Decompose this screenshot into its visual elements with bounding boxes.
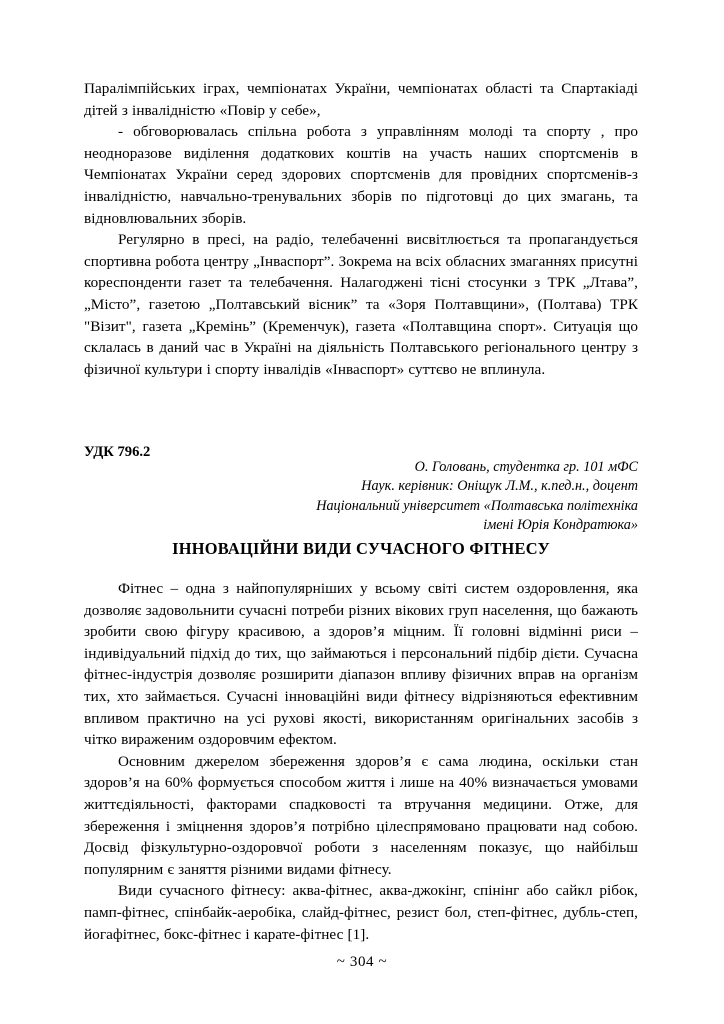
- paragraph: Регулярно в пресі, на радіо, телебаченні висвітлюється та пропагандується спортивна робота центру „Інваспорт”. Зокрема на всіх обласних змаганнях присутні кореспонденти газет та телебачення. Налагоджені тісні стосунки з ТРК „Лтава”, „Місто”, газетою „Полтавський вісник” та «Зоря Полтавщини», (Полтава) ТРК "Візит", газета „Кремінь” (Кременчук), газета «Полтавщина спорт». Ситуація що склалась в даний час в Україні на діяльність Полтавського регіонального центру з фізичної культури і спорту інвалідів «Інваспорт» суттєво не вплинула.: [84, 231, 638, 378]
- article-body: [84, 578, 638, 945]
- paragraph: - обговорювалась спільна робота з управлінням молоді та спорту , про неодноразове виділення додаткових коштів на участь наших спортсменів в Чемпіонатах України серед здорових спортсменів для провідних спортсменів-з інвалідністю, навчально-тренувальних зборів по підготовці до цих змагань, та відновлювальних зборів.: [84, 123, 638, 227]
- paragraph: Види сучасного фітнесу: аква-фітнес, аква-джокінг, спінінг або сайкл рібок, памп-фітнес, спінбайк-аеробіка, слайд-фітнес, резист бол, степ-фітнес, дубль-степ, йогафітнес, бокс-фітнес і карате-фітнес [1].: [84, 882, 638, 943]
- paragraph: Фітнес – одна з найпопулярніших у всьому світі систем оздоровлення, яка дозволяє задовольнити сучасні потреби різних вікових груп населення, що бажають зробити свою фігуру красивою, а здоров’я міцним. Її головні відмінні риси – індивідуальний підхід до тих, що займаються і персональний підбір дієти. Сучасна фітнес-індустрія дозволяє розширити діапазон впливу фізичних вправ на організм тих, хто займається. Сучасні інноваційні види фітнесу відрізняються ефективним впливом практично на усі рухові якості, використанням оригінальних засобів з чітко вираженим оздоровчим ефектом.: [84, 580, 638, 749]
- continuation-text-block: [84, 78, 638, 380]
- paragraph: Основним джерелом збереження здоров’я є сама людина, оскільки стан здоров’я на 60% формується способом життя і лише на 40% визначається умовами життєдіяльності, факторами спадковості та втручання медицини. Отже, для збереження і зміцнення здоров’я потрібно цілеспрямовано працювати над собою. Досвід фізкультурно-оздоровчої роботи з населенням показує, що найбільш популярним є заняття різними видами фітнесу.: [84, 752, 638, 878]
- paragraph: Паралімпійських іграх, чемпіонатах України, чемпіонатах області та Спартакіаді дітей з інвалідністю «Повір у себе»,: [84, 80, 638, 119]
- author-name: О. Головань, студентка гр. 101 мФС: [414, 459, 638, 475]
- affiliation-line-1: Національний університет «Полтавська політехніка: [316, 497, 638, 514]
- udk-code: УДК 796.2: [84, 444, 151, 460]
- page-number: ~ 304 ~: [336, 954, 388, 970]
- supervisor-name: Наук. керівник: Оніщук Л.М., к.пед.н., доцент: [361, 478, 638, 495]
- article-title: ІННОВАЦІЙНИ ВИДИ СУЧАСНОГО ФІТНЕСУ: [172, 539, 550, 558]
- author-affiliation-block: [84, 458, 638, 536]
- affiliation-line-2: імені Юрія Кондратюка»: [483, 517, 638, 534]
